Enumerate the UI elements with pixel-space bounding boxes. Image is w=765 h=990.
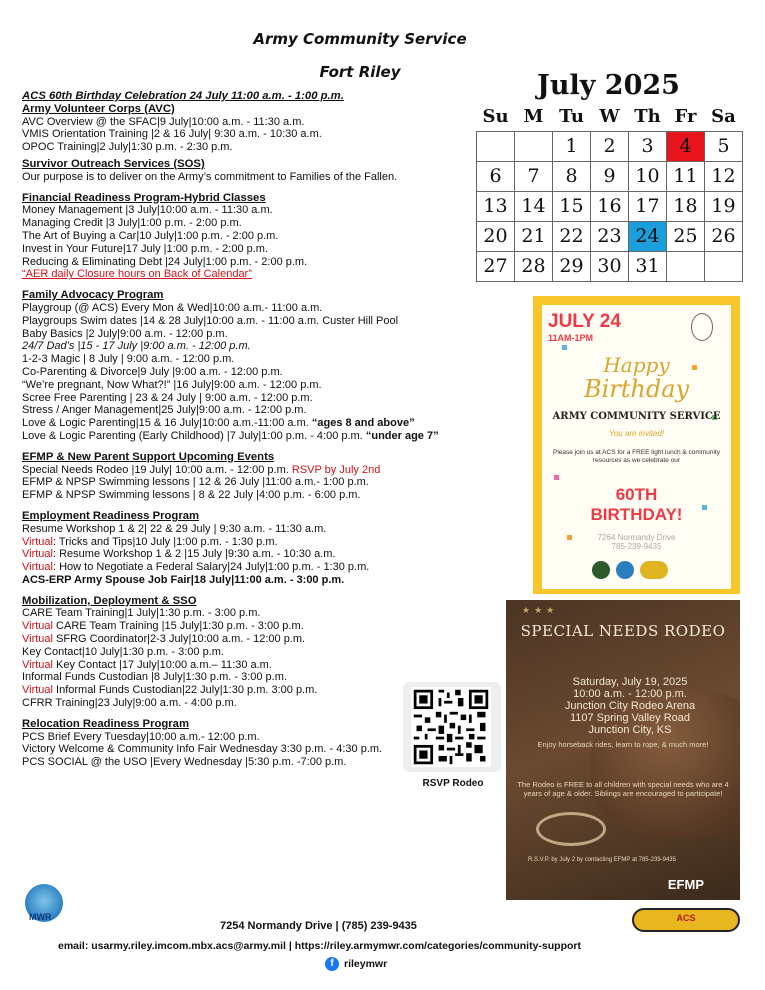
calendar-day: 16 — [591, 191, 629, 221]
flyer-60th: 60TH — [615, 485, 658, 504]
calendar-week — [477, 221, 743, 251]
calendar-title: July 2025 — [537, 70, 680, 101]
mobilization-item: CFRR Training|23 July|9:00 a.m. - 4:00 p.m. — [22, 697, 237, 710]
rodeo-time: 10:00 a.m. - 12:00 p.m. — [573, 688, 687, 700]
acs-badge-icon — [632, 908, 740, 932]
sos-heading: Survivor Outreach Services (SOS) — [22, 157, 205, 170]
calendar-week — [477, 161, 743, 191]
family-item: Stress / Anger Management|25 July|9:00 a.m. - 12:00 p.m. — [22, 404, 307, 417]
birthday-flyer — [533, 296, 740, 594]
calendar-day: 31 — [629, 251, 667, 281]
avc-item: AVC Overview @ the SFAC|9 July|10:00 a.m. - 11:30 a.m. — [22, 115, 305, 128]
flyer-happy: Happy — [603, 353, 670, 377]
calendar-day: 20 — [477, 221, 515, 251]
rodeo-flyer — [506, 600, 740, 900]
calendar-day: 14 — [515, 191, 553, 221]
rodeo-street: 1107 Spring Valley Road — [569, 712, 691, 724]
family-item: 24/7 Dad’s |15 - 17 July |9:00 a.m. - 12:00 p.m. — [22, 340, 251, 353]
love1-text: Love & Logic Parenting|15 & 16 July|10:00 a.m.-11:00 a.m. — [22, 417, 309, 430]
calendar-day: 27 — [477, 251, 515, 281]
calendar-day: 10 — [629, 161, 667, 191]
employment-virtual-item — [22, 561, 502, 574]
acs-logo-icon — [640, 561, 668, 579]
calendar-week — [477, 251, 743, 281]
rodeo-date: Saturday, July 19, 2025 — [572, 676, 688, 688]
calendar-week — [477, 191, 743, 221]
flyer-street: 7264 Normandy Drive — [597, 533, 676, 542]
calendar-day: 3 — [629, 131, 667, 161]
rsvp-qr-code[interactable] — [403, 682, 501, 772]
family-item: “We’re pregnant, Now What?!” |16 July|9:00 a.m. - 12:00 p.m. — [22, 378, 322, 391]
footer-address: 7254 Normandy Drive | (785) 239-9435 — [220, 920, 417, 932]
balloon-icon — [691, 313, 713, 341]
calendar-day-header: W — [599, 106, 620, 128]
virtual-text: SFRG Coordinator|2-3 July|10:00 a.m. - 12:00 p.m. — [52, 633, 306, 646]
financial-item: Invest in Your Future|17 July |1:00 p.m. - 2:00 p.m. — [22, 242, 269, 255]
virtual-label: Virtual — [22, 684, 53, 697]
financial-heading: Financial Readiness Program-Hybrid Classes — [22, 191, 266, 204]
virtual-text: : Tricks and Tips|10 July |1:00 p.m. - 1:30 p.m. — [52, 535, 278, 548]
efmp-logo: EFMP — [667, 877, 704, 892]
calendar-day: 17 — [629, 191, 667, 221]
family-item: Playgroup (@ ACS) Every Mon & Wed|10:00 a.m.- 11:00 a.m. — [22, 301, 323, 314]
calendar-day: 26 — [705, 221, 743, 251]
footer-contact[interactable]: email: usarmy.riley.imcom.mbx.acs@army.mil | https://riley.armymwr.com/categories/community-support — [58, 940, 581, 952]
virtual-label: Virtual — [22, 620, 53, 633]
mobilization-item: Informal Funds Custodian |8 July|1:30 p.m. - 3:00 p.m. — [22, 671, 287, 684]
efmp-item: EFMP & NPSP Swimming lessons | 12 & 26 July |11:00 a.m.- 1:00 p.m. — [22, 476, 369, 489]
calendar-day: 4 — [667, 131, 705, 161]
love2-text: Love & Logic Parenting (Early Childhood) |7 July|1:00 p.m. - 4:00 p.m. — [22, 429, 363, 442]
financial-item: Reducing & Eliminating Debt |24 July|1:00 p.m. - 2:00 p.m. — [22, 255, 308, 268]
efmp-item: EFMP & NPSP Swimming lessons | 8 & 22 July |4:00 p.m. - 6:00 p.m. — [22, 489, 361, 502]
love2-note: “under age 7” — [365, 429, 439, 442]
rodeo-title: SPECIAL NEEDS RODEO — [520, 622, 726, 640]
family-swim-item — [22, 315, 502, 328]
virtual-text: Informal Funds Custodian|22 July|1:30 p.m. 3:00 p.m. — [52, 684, 318, 697]
qr-label: RSVP Rodeo — [422, 778, 484, 789]
flyer-birthday-caps: BIRTHDAY! — [590, 505, 683, 524]
mobilization-virtual-item — [22, 633, 502, 646]
flyer-invited: You are invited! — [608, 429, 665, 438]
calendar-day: 7 — [515, 161, 553, 191]
aer-closure-link[interactable]: “AER daily Closure hours on Back of Calendar” — [22, 268, 252, 281]
celebration-heading: ACS 60th Birthday Celebration 24 July 11:00 a.m. - 1:00 p.m. — [22, 90, 344, 102]
mobilization-virtual-item — [22, 620, 502, 633]
flyer-birthday: Birthday — [583, 375, 690, 403]
family-item: Baby Basics |2 July|9:00 a.m. - 12:00 p.m. — [22, 327, 228, 340]
footer-social[interactable] — [325, 957, 387, 971]
virtual-text: Key Contact |17 July|10:00 a.m.– 11:30 a.m. — [52, 658, 272, 671]
qr-code-icon — [411, 687, 491, 767]
virtual-text: : Resume Workshop 1 & 2 |15 July |9:30 a.m. - 10:30 a.m. — [52, 548, 336, 561]
calendar-day: 15 — [553, 191, 591, 221]
avc-item: VMIS Orientation Training |2 & 16 July| 9:30 a.m. - 10:30 a.m. — [22, 128, 322, 141]
calendar-day — [477, 131, 515, 161]
mwr-logo-icon — [616, 561, 634, 579]
love1-note: “ages 8 and above” — [311, 417, 415, 430]
financial-item: Managing Credit |3 July|1:00 p.m. - 2:00 p.m. — [22, 217, 242, 230]
calendar-day: 1 — [553, 131, 591, 161]
star-icon: ★★★ — [522, 605, 559, 615]
calendar-day: 25 — [667, 221, 705, 251]
efmp-heading: EFMP & New Parent Support Upcoming Events — [22, 450, 275, 463]
family-item: Co-Parenting & Divorce|9 July |9:00 a.m. - 12:00 p.m. — [22, 365, 283, 378]
virtual-label: Virtual — [22, 561, 53, 574]
calendar-day: 30 — [591, 251, 629, 281]
efmp-rodeo-item — [22, 464, 502, 477]
rodeo-rsvp: RSVP by July 2nd — [291, 463, 381, 476]
job-fair-item: ACS-ERP Army Spouse Job Fair|18 July|11:00 a.m. - 3:00 p.m. — [22, 573, 345, 586]
rope-icon — [536, 812, 606, 846]
flyer-address — [542, 533, 731, 551]
swim-location: Custer Hill Pool — [322, 314, 399, 327]
virtual-text: : How to Negotiate a Federal Salary|24 July|1:00 p.m. - 1:30 p.m. — [52, 561, 370, 574]
flyer-phone: 785-239-9435 — [611, 542, 662, 551]
virtual-label: Virtual — [22, 548, 53, 561]
calendar-day-header: Su — [482, 106, 509, 128]
army-logo-icon — [592, 561, 610, 579]
calendar-day: 22 — [553, 221, 591, 251]
mobilization-item: CARE Team Training|1 July|1:30 p.m. - 3:00 p.m. — [22, 607, 261, 620]
mobilization-virtual-item — [22, 659, 502, 672]
flyer-date: JULY 24 — [548, 311, 621, 332]
mobilization-item: Key Contact|10 July|1:30 p.m. - 3:00 p.m. — [22, 645, 224, 658]
financial-item: The Art of Buying a Car|10 July|1:00 p.m. - 2:00 p.m. — [22, 229, 279, 242]
calendar-day: 12 — [705, 161, 743, 191]
calendar-day — [705, 251, 743, 281]
rodeo-city: Junction City, KS — [588, 724, 672, 736]
virtual-label: Virtual — [22, 633, 53, 646]
employment-virtual-item — [22, 548, 502, 561]
calendar-day-header: Sa — [711, 106, 736, 128]
calendar-day: 29 — [553, 251, 591, 281]
flyer-org: ARMY COMMUNITY SERVICE — [552, 411, 721, 422]
calendar-day: 23 — [591, 221, 629, 251]
calendar-day: 8 — [553, 161, 591, 191]
virtual-text: CARE Team Training |15 July|1:30 p.m. - 3:00 p.m. — [52, 620, 304, 633]
calendar-day-header: Fr — [674, 106, 697, 128]
rodeo-enjoy: Enjoy horseback rides, learn to rope, & much more! — [537, 740, 709, 749]
calendar-grid — [476, 103, 743, 282]
calendar-week — [477, 131, 743, 161]
family-love-item — [22, 417, 502, 430]
calendar-day: 21 — [515, 221, 553, 251]
relocation-item: Victory Welcome & Community Info Fair Wednesday 3:30 p.m. - 4:30 p.m. — [22, 743, 383, 756]
relocation-item: PCS Brief Every Tuesday|10:00 a.m.- 12:00 p.m. — [22, 730, 260, 743]
family-heading: Family Advocacy Program — [22, 289, 164, 302]
calendar-day: 19 — [705, 191, 743, 221]
avc-heading: Army Volunteer Corps (AVC) — [22, 102, 175, 115]
social-handle[interactable]: rileymwr — [344, 958, 388, 970]
org-title: Army Community Service — [253, 30, 467, 48]
location-title: Fort Riley — [319, 63, 401, 81]
flyer-time: 11AM-1PM — [548, 333, 594, 343]
calendar-day-header: M — [523, 106, 544, 128]
family-item: Scree Free Parenting | 23 & 24 July | 9:00 a.m. - 12:00 p.m. — [22, 391, 313, 404]
flyer-join-text: Please join us at ACS for a FREE light lunch & community resources as we celebrate our — [553, 449, 720, 464]
employment-item: Resume Workshop 1 & 2| 22 & 29 July | 9:30 a.m. - 11:30 a.m. — [22, 522, 327, 535]
family-love-item — [22, 430, 502, 443]
avc-item: OPOC Training|2 July|1:30 p.m. - 2:30 p.m. — [22, 141, 233, 154]
family-item: 1-2-3 Magic | 8 July | 9:00 a.m. - 12:00 p.m. — [22, 353, 235, 366]
calendar-day-header: Th — [634, 106, 661, 128]
facebook-icon: f — [325, 957, 339, 971]
financial-item: Money Management |3 July|10:00 a.m. - 11:30 a.m. — [22, 204, 273, 217]
mobilization-heading: Mobilization, Deployment & SSO — [22, 594, 197, 607]
sos-text: Our purpose is to deliver on the Army’s commitment to Families of the Fallen. — [22, 170, 398, 183]
calendar-day — [515, 131, 553, 161]
relocation-item: PCS SOCIAL @ the USO |Every Wednesday |5:30 p.m. -7:00 p.m. — [22, 756, 347, 769]
calendar-day: 28 — [515, 251, 553, 281]
mwr-logo-text: MWR — [29, 912, 52, 922]
swim-text: Playgroups Swim dates |14 & 28 July|10:00 a.m. - 11:00 a.m. — [22, 314, 320, 327]
calendar-day — [667, 251, 705, 281]
calendar-day: 9 — [591, 161, 629, 191]
rodeo-venue: Junction City Rodeo Arena — [564, 700, 696, 712]
calendar-day-header: Tu — [559, 106, 584, 128]
relocation-heading: Relocation Readiness Program — [22, 717, 189, 730]
rodeo-free: The Rodeo is FREE to all children with special needs who are 4 years of age & older. Siblings are encouraged to participate! — [517, 780, 729, 798]
calendar-day: 2 — [591, 131, 629, 161]
rodeo-text: Special Needs Rodeo |19 July| 10:00 a.m. - 12:00 p.m. — [22, 463, 289, 476]
calendar-day: 13 — [477, 191, 515, 221]
acs-badge-text: ACS — [676, 913, 696, 923]
rodeo-rsvp-note: R.S.V.P. by July 2 by contacting EFMP at 785-239-9435 — [528, 857, 676, 863]
employment-heading: Employment Readiness Program — [22, 509, 200, 522]
calendar-day: 11 — [667, 161, 705, 191]
employment-virtual-item — [22, 536, 502, 549]
calendar-day: 6 — [477, 161, 515, 191]
program-listings — [22, 90, 502, 769]
calendar-day: 5 — [705, 131, 743, 161]
virtual-label: Virtual — [22, 535, 53, 548]
virtual-label: Virtual — [22, 658, 53, 671]
calendar-day: 24 — [629, 221, 667, 251]
calendar-day: 18 — [667, 191, 705, 221]
rodeo-details — [520, 676, 740, 736]
